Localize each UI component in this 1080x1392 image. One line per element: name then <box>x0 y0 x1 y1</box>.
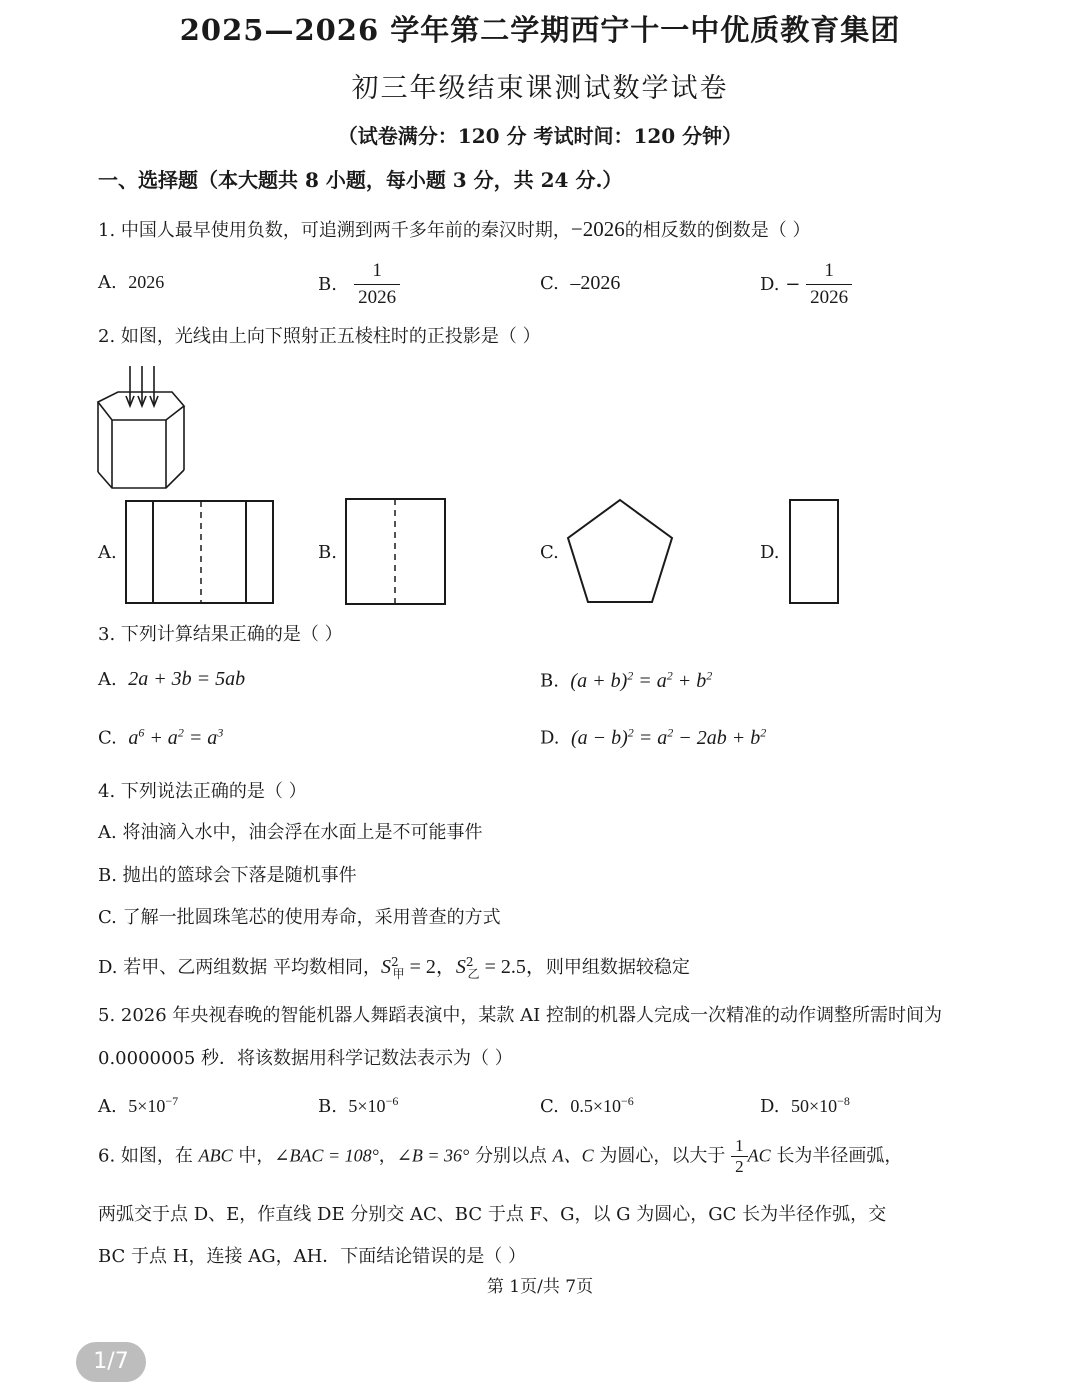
q1-option-c: C. –2026 <box>540 272 621 294</box>
section-heading: 一、选择题（本大题共 8 小题，每小题 3 分，共 24 分.） <box>98 168 623 192</box>
question-6-line3: BC 于点 H，连接 AG，AH．下面结论错误的是（ ） <box>98 1246 526 1267</box>
question-6-line2: 两弧交于点 D、E，作直线 DE 分别交 AC、BC 于点 F、G，以 G 为圆心，GC 长为半径作弧，交 <box>98 1204 887 1225</box>
question-6-line1: 6. 如图，在 ABC 中，∠BAC = 108°，∠B = 36° 分别以点 A、C 为圆心，以大于 $\frac{1}{2}$ AC 长为半径画弧， <box>98 1136 903 1176</box>
question-5-stem-line1: 5. 2026 年央视春晚的智能机器人舞蹈表演中，某款 AI 控制的机器人完成一次精准的动作调整所需时间为 <box>98 1005 942 1026</box>
q2-option-a-label: A. <box>98 542 117 563</box>
exam-title: 2025—2026 学年第二学期西宁十一中优质教育集团 <box>179 13 901 47</box>
q4-option-a: A. 将油滴入水中，油会浮在水面上是不可能事件 <box>98 822 483 843</box>
q2-option-c-label: C. <box>540 542 559 563</box>
q2-option-b-label: B. <box>318 542 337 563</box>
q2-option-b-figure <box>345 498 447 606</box>
exam-subtitle: 初三年级结束课测试数学试卷 <box>351 73 729 104</box>
question-3-stem: 3. 下列计算结果正确的是（ ） <box>98 624 343 645</box>
page-footer: 第 1页/共 7页 <box>486 1277 594 1297</box>
q5-option-b: B. $5\times 10^{-6}$ <box>318 1094 399 1117</box>
question-1-stem: 1. 中国人最早使用负数，可追溯到两千多年前的秦汉时期，−2026的相反数的倒数是（ ） <box>98 217 811 241</box>
q3-option-d: D. $(a - b)^2 = a^2 - 2ab + b^2$ <box>540 725 767 749</box>
q5-option-a: A. $5\times 10^{-7}$ <box>98 1094 179 1117</box>
pentagonal-prism-figure <box>94 362 194 492</box>
q3-option-c: C. $a^6 + a^2 = a^3$ <box>98 725 224 749</box>
q1-option-a: A. 2026 <box>98 272 165 293</box>
page-indicator[interactable]: 1/7 <box>76 1342 146 1382</box>
q4-option-c: C. 了解一批圆珠笔芯的使用寿命，采用普查的方式 <box>98 907 501 928</box>
q3-option-a: A. 2a + 3b = 5ab <box>98 668 246 690</box>
q2-option-d-label: D. <box>760 542 780 563</box>
q3-option-b: B. $(a + b)^2 = a^2 + b^2$ <box>540 668 713 692</box>
q2-option-a-figure <box>125 500 275 605</box>
q1-option-d: D. − $\frac{1}{2026}$ <box>760 258 852 311</box>
q5-option-c: C. $0.5\times 10^{-6}$ <box>540 1094 634 1117</box>
question-5-stem-line2: 0.0000005 秒．将该数据用科学记数法表示为（ ） <box>98 1048 513 1069</box>
q4-option-b: B. 抛出的篮球会下落是随机事件 <box>98 865 357 886</box>
question-4-stem: 4. 下列说法正确的是（ ） <box>98 781 307 802</box>
exam-info: （试卷满分：120 分 考试时间：120 分钟） <box>337 124 743 148</box>
q2-option-d-figure <box>789 499 841 605</box>
q1-option-b: B. $\frac{1}{2026}$ <box>318 258 400 311</box>
q4-option-d: D. 若甲、乙两组数据 平均数相同，$S^2_甲 = 2$，$S^2_乙 = 2.5$，则甲组数据较稳定 <box>98 955 690 981</box>
question-2-stem: 2. 如图，光线由上向下照射正五棱柱时的正投影是（ ） <box>98 326 541 347</box>
q5-option-d: D. $50\times 10^{-8}$ <box>760 1094 850 1117</box>
q2-option-c-figure <box>566 498 676 606</box>
